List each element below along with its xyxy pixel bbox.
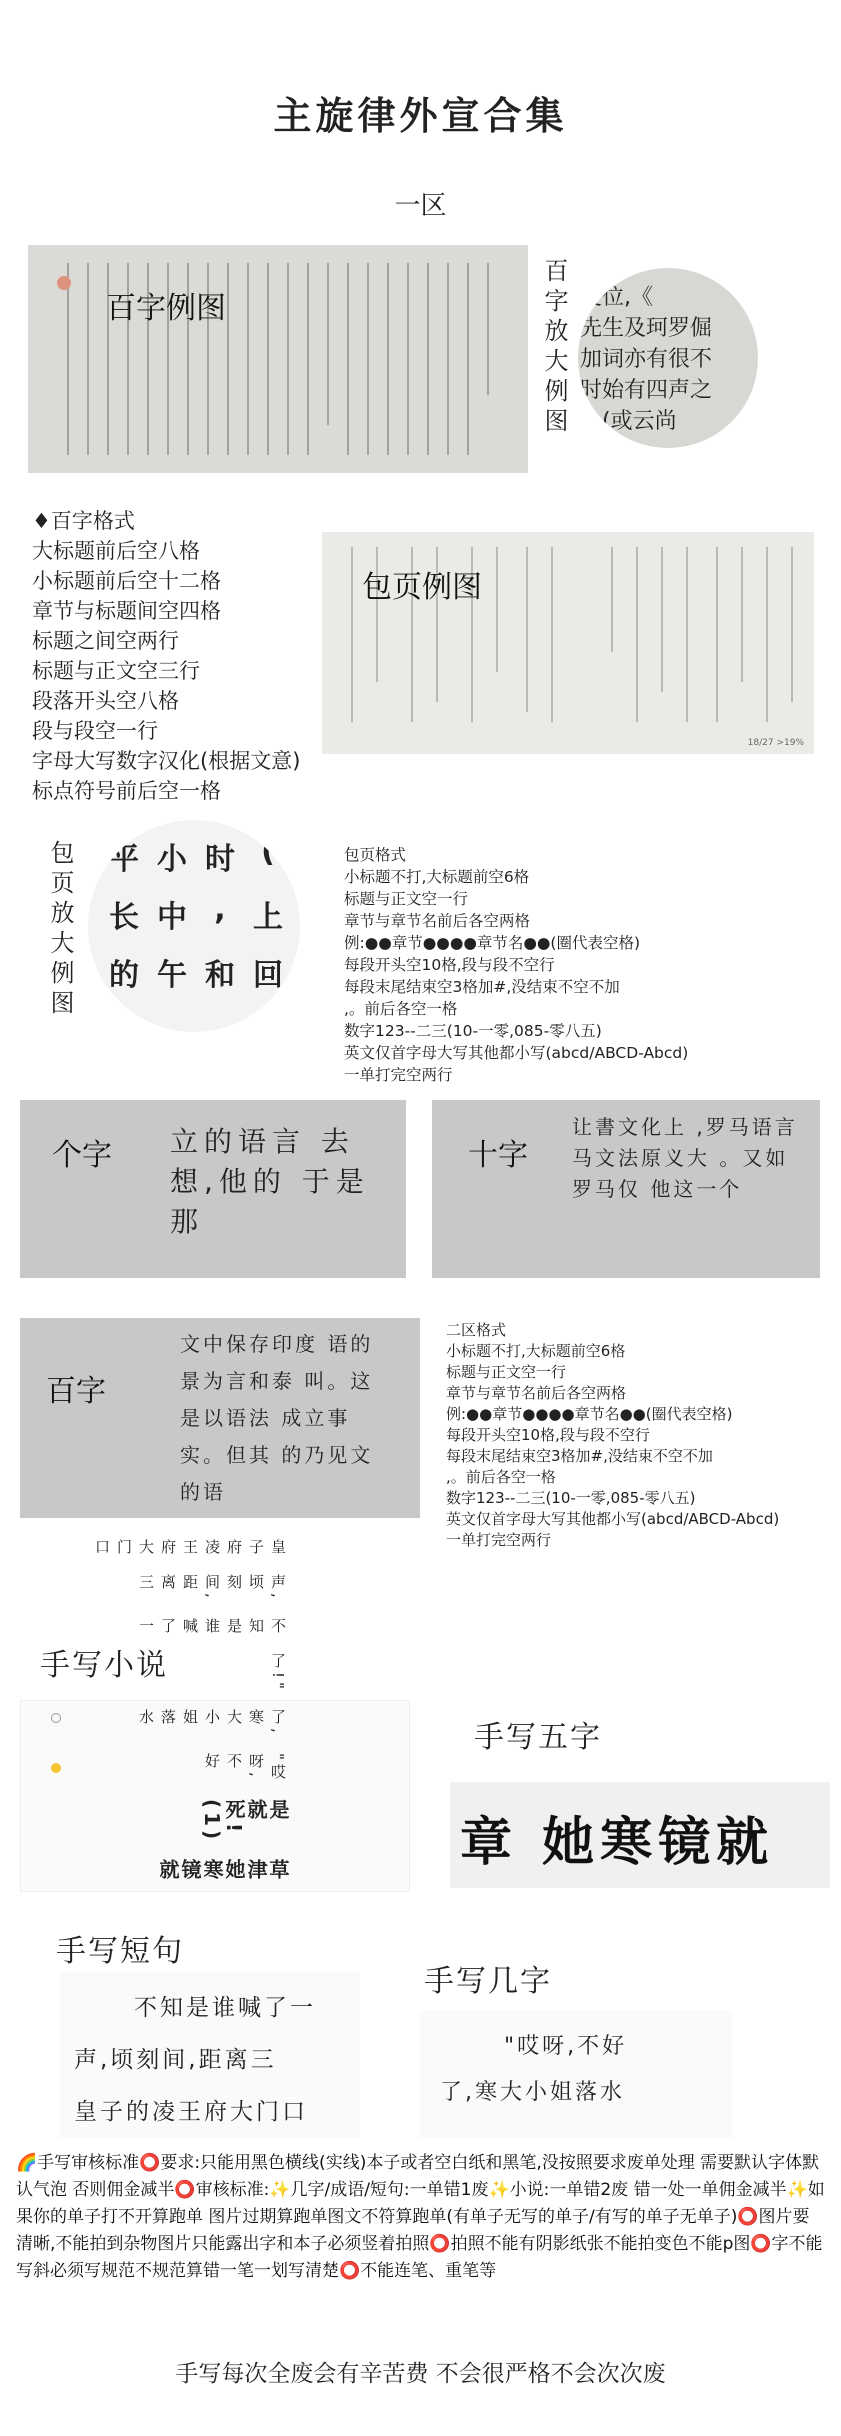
hw-five-image xyxy=(450,1782,830,1888)
footer-note: 手写每次全废会有辛苦费 不会很严格不会次次废 xyxy=(175,2361,666,2387)
format-line: 数字123--二三(10-一零,085-零八五) xyxy=(344,1022,602,1040)
zoom-char: 的 xyxy=(109,958,139,993)
format-line: 标题之间空两行 xyxy=(32,629,179,653)
hw-novel-label: 手写小说 xyxy=(40,1648,168,1683)
gezi-sample-image xyxy=(20,1100,406,1278)
zoom-char: 上 xyxy=(253,900,283,935)
hw-five-label: 手写五字 xyxy=(474,1720,602,1755)
format-line: 英文仅首字母大写其他都小写(abcd/ABCD-Abcd) xyxy=(344,1044,689,1062)
novel-column: 是就死!(1) xyxy=(200,1798,290,1843)
review-standard-note: 🌈手写审核标准⭕要求:只能用黑色横线(实线)本子或者空白纸和黑笔,没按照要求废单处理 需要默认字体默认气泡 否则佣金减半⭕审核标准:✨几字/成语/短句:一单错1废✨小说:一单错2废 错一处一单佣金减半✨如果你的单子打不开算跑单 图片过期算跑单图文不符算跑单(有单子无写的单子/有写的单子无单子)⭕图片要清晰,不能拍到杂物图片只能露出字和本子必须竖着拍照⭕拍照不能有阴影纸张不能拍变色不能p图⭕字不能写斜必须写规范不规范算错一笔一划写清楚⭕不能连笔、重笔等 xyxy=(16,2153,825,2281)
text-texture xyxy=(28,245,528,473)
novel-column: 了!" xyxy=(269,1653,287,1694)
handwriting-chars: 让書文化上 ,罗马语言 马文法原义大 。又如罗马仅 他这一个 xyxy=(572,1115,798,1201)
baoye-sample-overlay: 包页例图 xyxy=(362,570,482,605)
format-line: 每段末尾结束空3格加#,没结束不空不加 xyxy=(446,1447,713,1465)
phone-side-icons xyxy=(51,1711,63,1881)
short-line: 声,顷刻间,距离三 xyxy=(74,2047,277,2073)
erqu-format-list xyxy=(446,1320,779,1551)
short-line: 皇子的凌王府大门口 xyxy=(74,2099,308,2125)
app-dot-icon xyxy=(57,276,71,290)
baizi-zoom-label: 百字放大例图 xyxy=(540,258,568,438)
zoom-char: 中 xyxy=(157,900,187,935)
baizi-sample-image xyxy=(28,245,528,473)
format-line: 小标题不打,大标题前空6格 xyxy=(344,868,530,886)
format-line: 例:●●章节●●●●章节名●●(圈代表空格) xyxy=(446,1405,733,1423)
format-line: 包页格式 xyxy=(344,846,407,864)
zone-one-label: 一区 xyxy=(394,191,447,221)
baizi-format-heading: ♦百字格式 xyxy=(32,509,135,533)
zoom-line: 九(或云尚 xyxy=(580,409,677,434)
zoom-line: 时始有四声之 xyxy=(580,378,713,403)
format-line: 标题与正文空一行 xyxy=(344,890,469,908)
format-line: ,。前后各空一格 xyxy=(344,1000,458,1018)
baizi-format-list xyxy=(32,506,300,806)
format-line: 二区格式 xyxy=(446,1321,507,1339)
format-line: 一单打完空两行 xyxy=(344,1066,453,1084)
page-indicator: 18/27 >19% xyxy=(747,738,804,748)
baoye-sample-image xyxy=(322,532,814,754)
few-line: 了,寒大小姐落水 xyxy=(440,2080,625,2105)
baoye-zoom-circle xyxy=(88,820,300,1032)
few-line: "哎呀,不好 xyxy=(504,2034,628,2059)
hw-short-image xyxy=(60,1972,360,2138)
format-line: 小标题不打,大标题前空6格 xyxy=(446,1342,626,1360)
baoye-zoom-label: 包页放大例图 xyxy=(46,840,74,1020)
gezi-overlay: 个字 xyxy=(52,1138,112,1173)
format-line: 每段末尾结束空3格加#,没结束不空不加 xyxy=(344,978,620,996)
zoom-char: 回 xyxy=(253,958,283,993)
format-line: 大标题前后空八格 xyxy=(32,539,200,563)
baizi-zoom-circle xyxy=(578,268,758,448)
format-line: 每段开头空10格,段与段不空行 xyxy=(446,1426,650,1444)
format-line: 例:●●章节●●●●章节名●●(圈代表空格) xyxy=(344,934,641,952)
novel-column: 了,寒大小姐落水 xyxy=(137,1709,287,1737)
novel-column: 声,顷刻间,距离三 xyxy=(137,1574,287,1603)
zone2-baizi-sample-image xyxy=(20,1318,420,1518)
novel-column: 皇子府凌王府大门口 xyxy=(93,1539,287,1559)
handwriting-chars: 文中保存印度 语的景为言和泰 叫。这是以语法 成立事实。但其 的乃见文的语 xyxy=(180,1332,374,1504)
format-line: ,。前后各空一格 xyxy=(446,1468,556,1486)
format-line: 段与段空一行 xyxy=(32,719,158,743)
zoom-char: , xyxy=(214,892,226,927)
format-line: 章节与章节名前后各空两格 xyxy=(446,1384,627,1402)
format-line: 标题与正文空三行 xyxy=(32,659,200,683)
zoom-char: 平 xyxy=(109,842,139,877)
short-line: 不知是谁喊了一 xyxy=(134,1995,316,2021)
hw-five-text: 章 她寒镜就 xyxy=(460,1813,775,1873)
novel-column: "哎呀,不好 xyxy=(203,1752,287,1783)
shizi-overlay: 十字 xyxy=(468,1138,528,1173)
novel-column: 草津她寒镜就 xyxy=(156,1859,290,1883)
zoom-char: 和 xyxy=(205,958,235,993)
format-line: 标点符号前后空一格 xyxy=(32,779,221,803)
zoom-line: 先生及珂罗倔 xyxy=(580,316,713,341)
baizi-sample-overlay: 百字例图 xyxy=(106,291,226,326)
page-title: 主旋律外宣合集 xyxy=(273,94,568,138)
format-line: 字母大写数字汉化(根据文意) xyxy=(32,749,301,773)
status-dot-icon xyxy=(51,1763,61,1773)
menu-icon xyxy=(51,1713,61,1723)
format-line: 标题与正文空一行 xyxy=(446,1363,567,1381)
zoom-char: ( xyxy=(261,834,275,869)
format-line: 数字123--二三(10-一零,085-零八五) xyxy=(446,1489,696,1507)
format-line: 英文仅首字母大写其他都小写(abcd/ABCD-Abcd) xyxy=(446,1510,780,1528)
zoom-char: 长 xyxy=(109,900,139,935)
hw-few-image xyxy=(420,2010,732,2138)
zone2-baizi-overlay: 百字 xyxy=(46,1374,106,1409)
format-line: 章节与标题间空四格 xyxy=(32,599,221,623)
novel-column: 不知是谁喊了一 xyxy=(137,1618,287,1638)
format-line: 章节与章节名前后各空两格 xyxy=(344,912,531,930)
hw-few-label: 手写几字 xyxy=(424,1964,552,1999)
zoom-char: 时 xyxy=(205,842,235,877)
format-line: 段落开头空八格 xyxy=(32,689,179,713)
handwriting-chars: 立的语言 去想,他的 于是那 xyxy=(170,1125,370,1238)
shizi-sample-image xyxy=(432,1100,820,1278)
zoom-line: 变位,《 xyxy=(580,285,653,310)
format-line: 每段开头空10格,段与段不空行 xyxy=(344,956,555,974)
zoom-char: 午 xyxy=(157,958,187,993)
format-line: 一单打完空两行 xyxy=(446,1531,552,1549)
zoom-line: 加词亦有很不 xyxy=(580,347,713,372)
format-line: 小标题前后空十二格 xyxy=(32,569,221,593)
zoom-char: 小 xyxy=(157,842,187,877)
baoye-format-list xyxy=(344,844,688,1086)
hw-short-label: 手写短句 xyxy=(56,1934,184,1969)
